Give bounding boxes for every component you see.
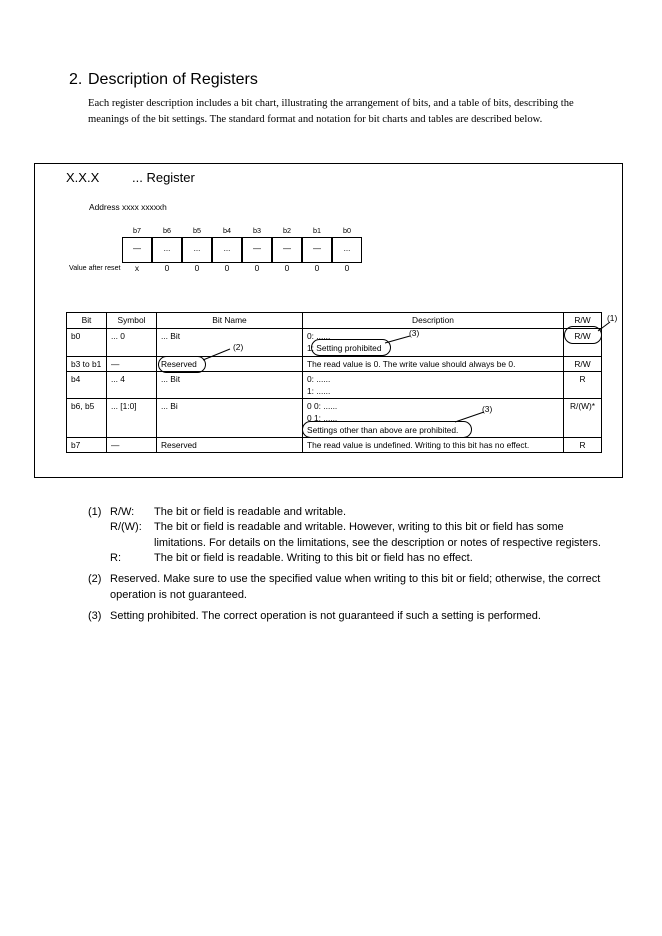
cell-symbol: ... 4 <box>107 372 157 399</box>
cell-bit: b6, b5 <box>67 399 107 438</box>
cell-bit-name: ... Bit <box>157 372 303 399</box>
cell-symbol: — <box>107 357 157 372</box>
reset-value: 0 <box>194 263 200 273</box>
bit-header: b6 <box>163 226 171 235</box>
reset-value: 0 <box>284 263 290 273</box>
desc-line: 1: ...... <box>307 386 331 396</box>
cell-bit-name: ... Bit <box>157 329 303 357</box>
register-name: ... Register <box>132 170 195 185</box>
reset-value: 0 <box>254 263 260 273</box>
note-1-term: R/W: <box>110 506 135 518</box>
desc-line: 0 1: ...... <box>307 413 338 423</box>
reset-value: 0 <box>164 263 170 273</box>
leader-line-1 <box>598 322 610 331</box>
bit-header: b1 <box>313 226 321 235</box>
cell-description: The read value is 0. The write value should always be 0. <box>303 357 564 372</box>
note-1-term: R/(W): <box>110 521 142 533</box>
bit-cell: ... <box>332 237 362 263</box>
bit-cell: ... <box>152 237 182 263</box>
cell-description: The read value is undefined. Writing to this bit has no effect. <box>303 438 564 453</box>
bit-cell: — <box>272 237 302 263</box>
bit-cell: — <box>242 237 272 263</box>
note-1-number: (1) <box>88 506 102 518</box>
section-number: 2. <box>69 71 83 88</box>
cell-bit-name: Reserved <box>157 438 303 453</box>
note-3-number: (3) <box>88 610 102 622</box>
header-description: Description <box>303 313 564 329</box>
register-number: X.X.X <box>66 170 100 185</box>
section-intro: Each register description includes a bit chart, illustrating the arrangement of bits, and a table of bits, describing the meanings of the bit settings. The standard format and notation for bit charts and tables are described below. <box>88 98 574 125</box>
note-2-number: (2) <box>88 573 102 585</box>
reset-label: Value after reset <box>69 264 121 272</box>
bit-cell: — <box>302 237 332 263</box>
callout-3a: (3) <box>409 328 420 338</box>
note-1-term: R: <box>110 552 121 564</box>
desc-line: 0: ...... <box>307 331 331 341</box>
header-rw: R/W <box>564 313 602 329</box>
note-2-text: Reserved. Make sure to use the specified value when writing to this bit or field; otherwise, the correct operation is not guaranteed. <box>110 573 601 601</box>
reset-value: x <box>134 263 140 273</box>
reset-value: 0 <box>224 263 230 273</box>
leader-line-2 <box>203 349 230 360</box>
cell-rw: R/W <box>564 357 602 372</box>
reset-value: 0 <box>344 263 350 273</box>
bit-header: b7 <box>133 226 141 235</box>
cell-symbol: — <box>107 438 157 453</box>
cell-bit-name: ... Bi <box>157 399 303 438</box>
bit-header: b0 <box>343 226 351 235</box>
cell-symbol: ... [1:0] <box>107 399 157 438</box>
cell-bit-name: Reserved <box>157 357 303 372</box>
bit-cell: — <box>122 237 152 263</box>
cell-rw: R/W <box>564 329 602 357</box>
desc-line: 0 0: ...... <box>307 401 338 411</box>
cell-bit: b7 <box>67 438 107 453</box>
callout-3b: (3) <box>482 404 493 414</box>
reset-value: 0 <box>314 263 320 273</box>
section-title: Description of Registers <box>88 71 258 88</box>
register-address: Address xxxx xxxxxh <box>89 202 167 212</box>
cell-bit: b4 <box>67 372 107 399</box>
callout-2: (2) <box>233 342 244 352</box>
header-symbol: Symbol <box>107 313 157 329</box>
note-3-text: Setting prohibited. The correct operation is not guaranteed if such a setting is performed. <box>110 610 541 622</box>
desc-line: 1: Setting prohibited <box>307 343 382 353</box>
desc-line: 0: ...... <box>307 374 331 384</box>
bit-cell: ... <box>182 237 212 263</box>
callout-1: (1) <box>607 313 618 323</box>
bit-header: b5 <box>193 226 201 235</box>
leader-line-3b <box>455 412 484 422</box>
cell-bit: b0 <box>67 329 107 357</box>
bit-cell: ... <box>212 237 242 263</box>
note-1-text: The bit or field is readable and writable. However, writing to this bit or field has some limitations. For details on the limitations, see the description or notes of respective registers. <box>154 521 601 549</box>
cell-symbol: ... 0 <box>107 329 157 357</box>
note-1-text: The bit or field is readable. Writing to this bit or field has no effect. <box>154 552 473 564</box>
leader-line-3a <box>385 336 410 343</box>
desc-line: Settings other than above are prohibited. <box>307 425 459 435</box>
bit-header: b2 <box>283 226 291 235</box>
header-bit-name: Bit Name <box>157 313 303 329</box>
cell-rw: R <box>564 372 602 399</box>
bit-header: b3 <box>253 226 261 235</box>
cell-rw: R <box>564 438 602 453</box>
cell-bit: b3 to b1 <box>67 357 107 372</box>
header-bit: Bit <box>67 313 107 329</box>
bit-header: b4 <box>223 226 231 235</box>
note-1-text: The bit or field is readable and writable. <box>154 506 346 518</box>
cell-rw: R/(W)* <box>564 399 602 438</box>
